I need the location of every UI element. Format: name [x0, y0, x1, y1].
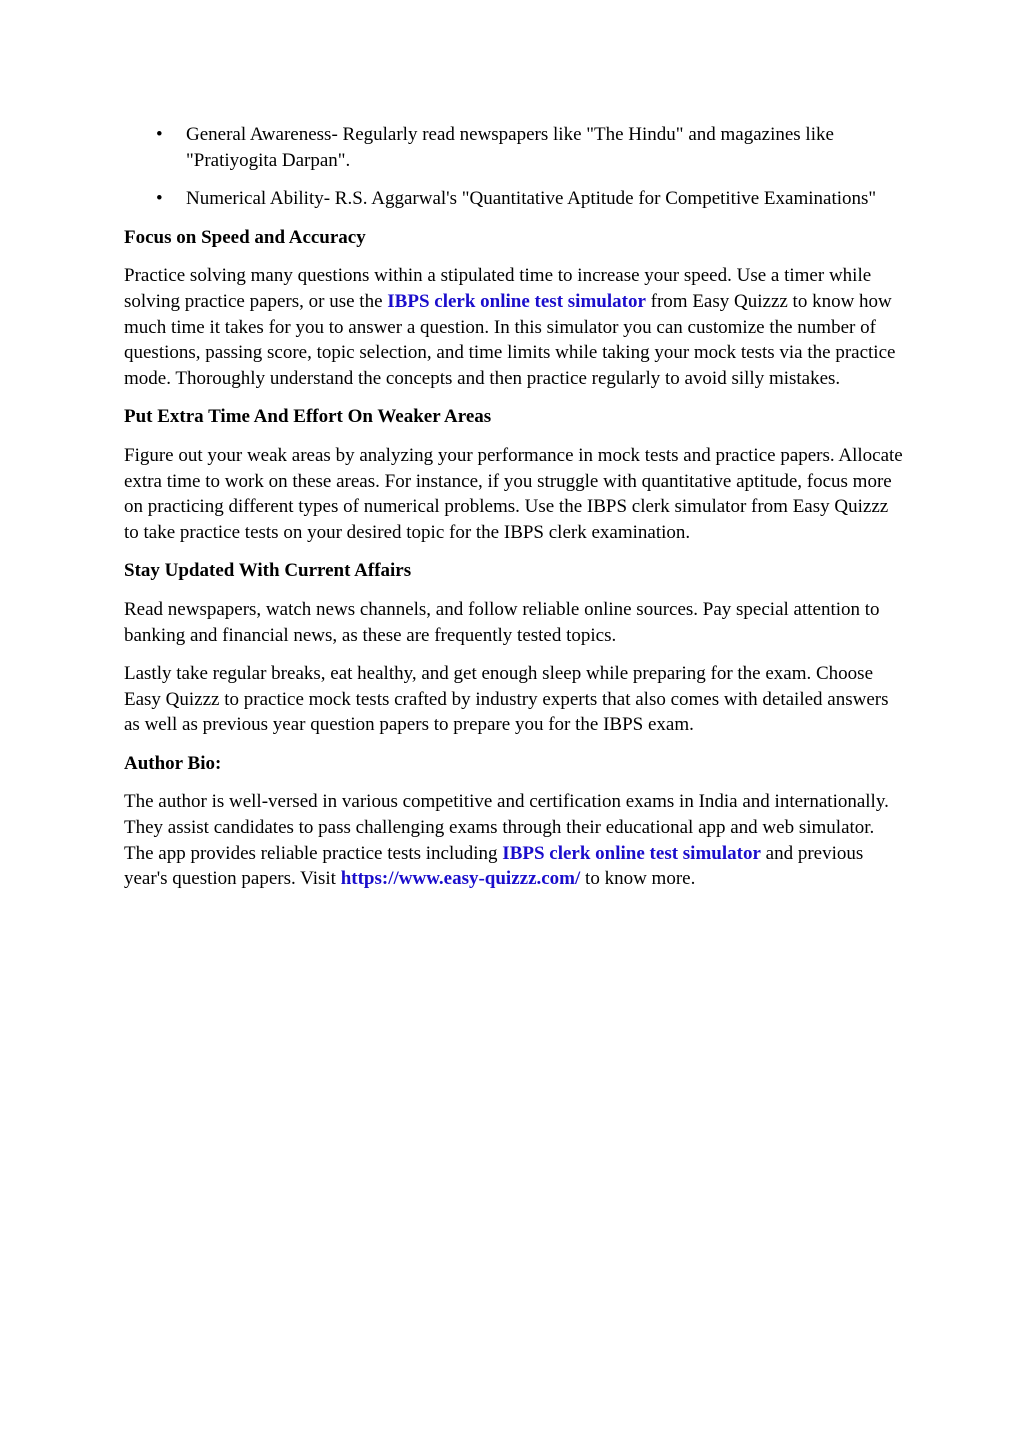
list-item-text: Numerical Ability- R.S. Aggarwal's "Quantitative Aptitude for Competitive Examinations": [186, 188, 877, 210]
section-heading-speed: Focus on Speed and Accuracy: [124, 226, 366, 248]
closing-paragraph: Lastly take regular breaks, eat healthy, and get enough sleep while preparing for the exam. Choose Easy Quizzz to practice mock tests crafted by industry experts that also comes with detailed answers as well as previous year question papers to prepare you for the IBPS exam.: [124, 663, 889, 736]
list-item: [124, 186, 904, 212]
bullet-icon: •: [156, 188, 163, 210]
section-heading-current-affairs: Stay Updated With Current Affairs: [124, 560, 412, 582]
website-link[interactable]: https://www.easy-quizzz.com/: [340, 868, 581, 890]
weak-areas-paragraph: Figure out your weak areas by analyzing your performance in mock tests and practice papers. Allocate extra time to work on these areas. For instance, if you struggle with quantitative aptitude, focus more on practicing different types of numerical problems. Use the IBPS clerk simulator from Easy Quizzz to take practice tests on your desired topic for the IBPS clerk examination.: [124, 444, 903, 543]
author-text-middle: and previous year's question papers. Visit: [124, 842, 864, 890]
ibps-simulator-link[interactable]: IBPS clerk online test simulator: [387, 290, 646, 312]
author-text-end: to know more.: [580, 868, 696, 890]
speed-paragraph: [124, 263, 904, 391]
bullet-icon: •: [156, 124, 163, 145]
section-heading-weak-areas: Put Extra Time And Effort On Weaker Areas: [124, 406, 492, 428]
ibps-simulator-link-author[interactable]: IBPS clerk online test simulator: [502, 842, 761, 864]
section-heading-author-bio: Author Bio:: [124, 752, 222, 774]
document-body: [124, 122, 904, 905]
resource-list: [124, 122, 904, 212]
speed-text-end: from Easy Quizzz to know how much time it takes for you to answer a question. In this simulator you can customize the number of questions, passing score, topic selection, and time limits while taking your mock tests via the practice mode. Thoroughly understand the concepts and then practice regularly to avoid silly mistakes.: [124, 290, 896, 389]
speed-text-start: Practice solving many questions within a stipulated time to increase your speed. Use a timer while solving practice papers, or use the: [124, 265, 872, 312]
list-item-text: General Awareness- Regularly read newspapers like "The Hindu" and magazines like "Pratiyogita Darpan".: [186, 124, 834, 171]
current-affairs-paragraph: Read newspapers, watch news channels, and follow reliable online sources. Pay special attention to banking and financial news, as these are frequently tested topics.: [124, 598, 880, 646]
list-item: [124, 122, 904, 173]
author-bio-paragraph: [124, 789, 904, 891]
author-text-start: The author is well-versed in various competitive and certification exams in India and internationally. They assist candidates to pass challenging exams through their educational app and web simulator. The app provides reliable practice tests including: [124, 791, 889, 864]
